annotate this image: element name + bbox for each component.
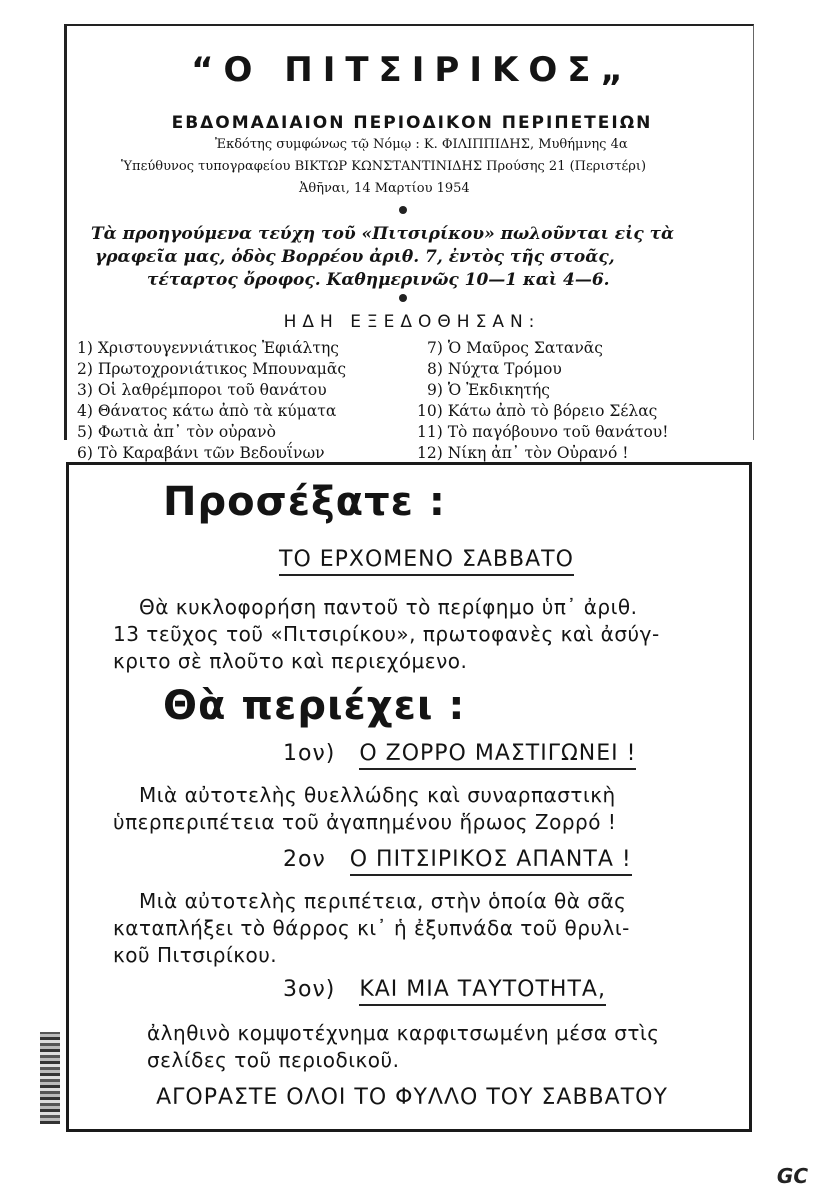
magazine-title: “Ο ΠΙΤΣΙΡΙΚΟΣ„ (191, 50, 633, 90)
bullet-dot (399, 294, 407, 302)
issue-list-item: 10) Κάτω ἀπὸ τὸ βόρειο Σέλας (417, 402, 658, 420)
issue-list-item: 12) Νίκη ἀπ᾽ τὸν Οὐρανό ! (417, 444, 629, 462)
intro-line-2: 13 τεῦχος τοῦ «Πιτσιρίκου», πρωτοφανὲς καὶ ἀσύγ- (113, 622, 660, 646)
item-3-line-1: ἀληθινὸ κομψοτέχνημα καρφιτσωμένη μέσα στὶς (147, 1021, 660, 1045)
bullet-dot (399, 206, 407, 214)
item-2-line-2: καταπλήξει τὸ θάρρος κι᾽ ἡ ἐξυπνάδα τοῦ θρυλι- (113, 916, 630, 940)
item-title: ΚΑΙ ΜΙΑ ΤΑΥΤΟΤΗΤΑ, (359, 977, 606, 1006)
issue-list-item: 3) Οἱ λαθρέμποροι τοῦ θανάτου (77, 381, 327, 399)
watermark-logo: GC (776, 1164, 808, 1188)
attention-heading: Προσέξατε : (163, 479, 446, 525)
issue-list-item: 2) Πρωτοχρονιάτικος Μπουναμᾶς (77, 360, 347, 378)
issue-list-item: 1) Χριστουγεννιάτικος Ἐφιάλτης (77, 339, 339, 357)
notice-line-1: Τὰ προηγούμενα τεύχη τοῦ «Πιτσιρίκου» πωλοῦνται εἰς τὰ (91, 224, 675, 244)
printer-line: Ὑπεύθυνος τυπογραφείου ΒΙΚΤΩΡ ΚΩΝΣΤΑΝΤΙΝΙΔΗΣ Προύσης 21 (Περιστέρι) (121, 159, 647, 174)
intro-line-3: κριτο σὲ πλοῦτο καὶ περιεχόμενο. (113, 649, 468, 673)
item-2-header (283, 847, 632, 872)
issue-list-item: 9) Ὁ Ἐκδικητής (427, 381, 550, 399)
already-published-heading: ΗΔΗ ΕΞΕΔΟΘΗΣΑΝ: (283, 312, 541, 332)
issue-list-item: 7) Ὁ Μαῦρος Σατανᾶς (427, 339, 603, 357)
magazine-subtitle: ΕΒΔΟΜΑΔΙΑΙΟΝ ΠΕΡΙΟΔΙΚΟΝ ΠΕΡΙΠΕΤΕΙΩΝ (171, 113, 653, 133)
issue-list-item: 11) Τὸ παγόβουνο τοῦ θανάτου! (417, 423, 669, 441)
item-3-line-2: σελίδες τοῦ περιοδικοῦ. (147, 1048, 400, 1072)
header-box (64, 24, 754, 462)
issue-list-item: 8) Νύχτα Τρόμου (427, 360, 562, 378)
item-number: 1ον) (283, 741, 336, 766)
date-line: Ἀθῆναι, 14 Μαρτίου 1954 (299, 181, 470, 196)
item-title: Ο ΠΙΤΣΙΡΙΚΟΣ ΑΠΑΝΤΑ ! (350, 847, 632, 876)
notice-line-2: γραφεῖα μας, ὁδὸς Βορρέου ἀριθ. 7, ἐντὸς τῆς στοᾶς, (95, 247, 615, 267)
issue-list-item: 5) Φωτιὰ ἀπ᾽ τὸν οὐρανὸ (77, 423, 276, 441)
item-2-line-3: κοῦ Πιτσιρίκου. (113, 943, 278, 967)
contains-heading: Θὰ περιέχει : (163, 683, 466, 729)
item-2-line-1: Μιὰ αὐτοτελὴς περιπέτεια, στὴν ὁποία θὰ σᾶς (139, 889, 627, 913)
item-number: 2ον (283, 847, 326, 872)
issue-list-item: 6) Τὸ Καραβάνι τῶν Βεδουΐνων (77, 444, 325, 462)
issue-list-item: 4) Θάνατος κάτω ἀπὸ τὰ κύματα (77, 402, 337, 420)
item-1-line-1: Μιὰ αὐτοτελὴς θυελλώδης καὶ συναρπαστικὴ (139, 783, 616, 807)
next-saturday-line (279, 547, 574, 572)
library-stamp (40, 1032, 60, 1124)
publisher-line: Ἐκδότης συμφώνως τῷ Νόμῳ : Κ. ΦΙΛΙΠΠΙΔΗΣ, Μυθήμνης 4α (215, 137, 628, 152)
item-3-header (283, 977, 606, 1002)
intro-line-1: Θὰ κυκλοφορήση παντοῦ τὸ περίφημο ὑπ᾽ ἀριθ. (139, 595, 638, 619)
item-1-line-2: ὑπερπεριπέτεια τοῦ ἀγαπημένου ἥρωος Ζορρό ! (113, 810, 617, 834)
item-1-header (283, 741, 636, 766)
announcement-box (66, 462, 752, 1132)
item-title: Ο ΖΟΡΡΟ ΜΑΣΤΙΓΩΝΕΙ ! (359, 741, 636, 770)
next-saturday-text: ΤΟ ΕΡΧΟΜΕΝΟ ΣΑΒΒΑΤΟ (279, 547, 574, 576)
notice-line-3: τέταρτος ὄροφος. Καθημερινῶς 10—1 καὶ 4—6. (147, 270, 610, 290)
item-number: 3ον) (283, 977, 336, 1002)
closing-line: ΑΓΟΡΑΣΤΕ ΟΛΟΙ ΤΟ ΦΥΛΛΟ ΤΟΥ ΣΑΒΒΑΤΟΥ (156, 1085, 668, 1110)
